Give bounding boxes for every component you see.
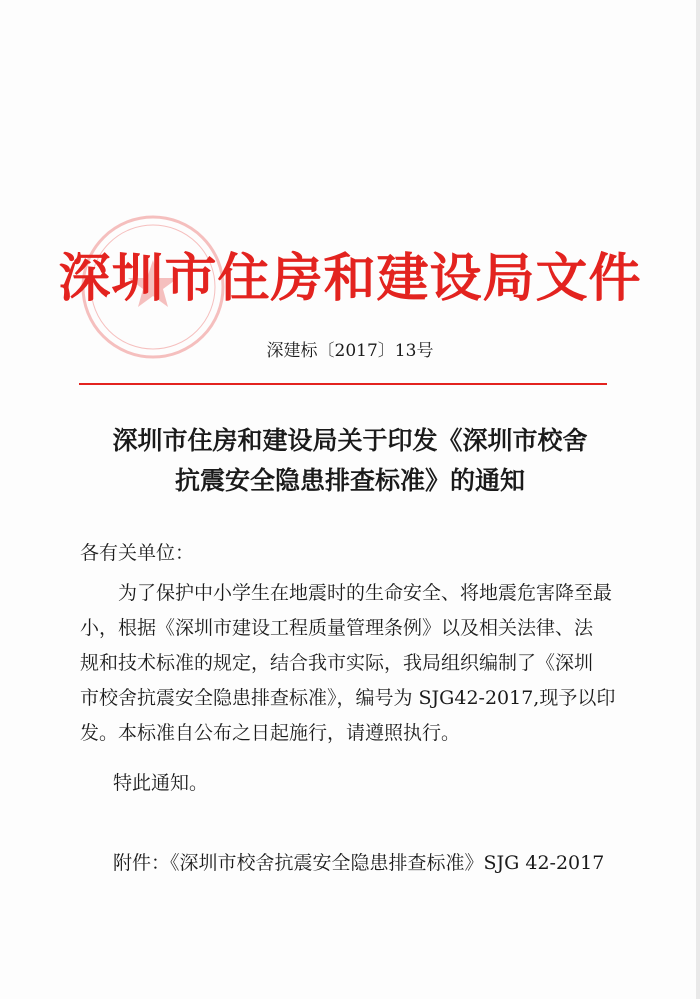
notice-title	[60, 421, 640, 501]
body-line: 为了保护中小学生在地震时的生命安全、将地震危害降至最	[80, 582, 613, 604]
document-number: 深建标〔2017〕13号	[266, 341, 434, 361]
closing-line: 特此通知。	[113, 772, 209, 794]
attachment-line: 附件：《深圳市校舍抗震安全隐患排查标准》SJG 42-2017	[113, 852, 605, 874]
body-line: 规和技术标准的规定，结合我市实际，我局组织编制了《深圳	[80, 652, 594, 674]
agency-header-title: 深圳市住房和建设局文件	[58, 249, 642, 309]
scan-edge	[696, 0, 700, 999]
notice-title-line-2: 抗震安全隐患排查标准》的通知	[174, 466, 525, 495]
header-divider	[79, 383, 607, 385]
body-line: 发。本标准自公布之日起施行，请遵照执行。	[80, 722, 461, 744]
notice-title-line-1: 深圳市住房和建设局关于印发《深圳市校舍	[112, 426, 588, 455]
body-line: 市校舍抗震安全隐患排查标准》，编号为 SJG42-2017,现予以印	[80, 687, 616, 709]
body-paragraph	[80, 576, 616, 751]
body-line: 小，根据《深圳市建设工程质量管理条例》以及相关法律、法	[80, 617, 594, 639]
addressee: 各有关单位：	[80, 542, 195, 564]
